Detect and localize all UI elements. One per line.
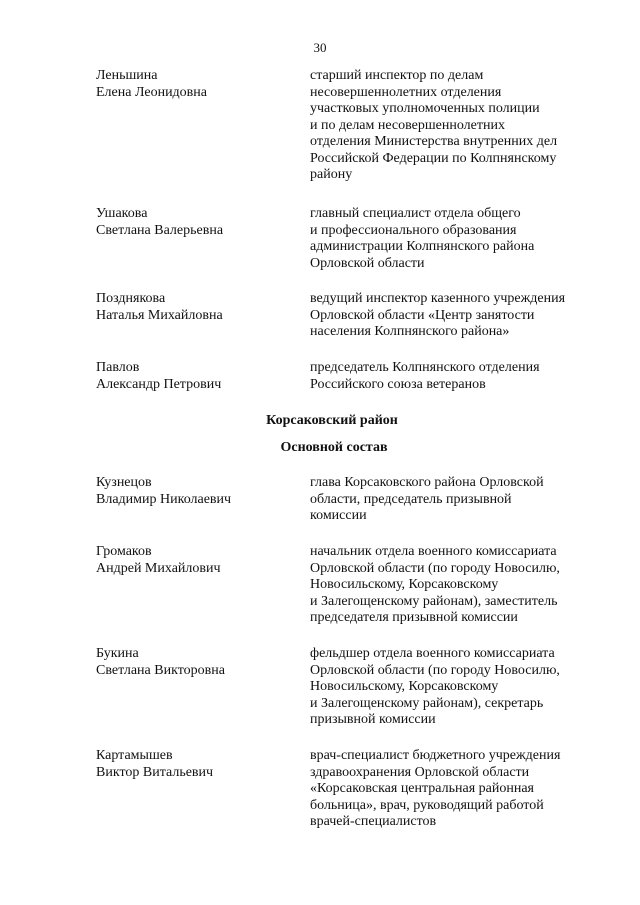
member-position: [310, 544, 600, 627]
position-line: и профессионального образования: [310, 222, 517, 238]
member-position: [310, 206, 600, 272]
member-position: [310, 748, 600, 831]
page-number: 30: [313, 40, 327, 55]
district-heading: Корсаковский район: [266, 413, 398, 428]
position-line: ведущий инспектор казенного учреждения: [310, 291, 566, 306]
position-line: несовершеннолетних отделения: [310, 84, 502, 100]
member-position: [310, 646, 600, 729]
member-surname: Ушакова: [96, 206, 148, 221]
member-surname: Букина: [96, 646, 139, 661]
position-line: врач-специалист бюджетного учреждения: [310, 748, 561, 763]
position-line: Новосильскому, Корсаковскому: [310, 679, 499, 694]
member-surname: Павлов: [96, 360, 140, 375]
position-line: району: [310, 167, 353, 182]
member-given-names: Владимир Николаевич: [96, 491, 232, 507]
position-line: врачей-специалистов: [310, 814, 437, 829]
position-line: начальник отдела военного комиссариата: [310, 544, 557, 559]
position-line: «Корсаковская центральная районная: [310, 781, 534, 796]
member-name: [96, 360, 296, 393]
member-name: [96, 206, 296, 239]
member-name: [96, 291, 296, 324]
member-position: [310, 360, 600, 393]
position-line: больница», врач, руководящий работой: [310, 797, 544, 813]
member-given-names: Наталья Михайловна: [96, 307, 223, 323]
member-name: [96, 646, 296, 679]
member-name: [96, 475, 296, 508]
member-given-names: Светлана Валерьевна: [96, 222, 224, 238]
member-name: [96, 748, 296, 781]
member-position: [310, 291, 600, 341]
member-given-names: Елена Леонидовна: [96, 84, 207, 100]
position-line: главный специалист отдела общего: [310, 206, 521, 221]
member-given-names: Светлана Викторовна: [96, 662, 225, 678]
position-line: Орловской области «Центр занятости: [310, 307, 535, 323]
member-given-names: Андрей Михайлович: [96, 560, 221, 576]
member-given-names: Александр Петрович: [96, 376, 222, 392]
position-line: Российской Федерации по Колпнянскому: [310, 150, 557, 166]
member-name: [96, 68, 296, 101]
position-line: председателя призывной комиссии: [310, 610, 518, 625]
position-line: призывной комиссии: [310, 712, 436, 727]
position-line: комиссии: [310, 508, 367, 523]
position-line: области, председатель призывной: [310, 491, 512, 507]
position-line: Орловской области: [310, 255, 425, 271]
composition-heading: Основной состав: [280, 440, 388, 455]
position-line: отделения Министерства внутренних дел: [310, 134, 558, 149]
position-line: участковых уполномоченных полиции: [310, 101, 540, 116]
position-line: старший инспектор по делам: [310, 68, 484, 83]
member-surname: Кузнецов: [96, 475, 152, 490]
position-line: администрации Колпнянского района: [310, 239, 535, 254]
position-line: Орловской области (по городу Новосилю,: [310, 560, 560, 576]
position-line: глава Корсаковского района Орловской: [310, 475, 544, 490]
position-line: Орловской области (по городу Новосилю,: [310, 662, 560, 678]
position-line: населения Колпнянского района»: [310, 324, 510, 339]
position-line: и Залегощенскому районам), заместитель: [310, 593, 558, 609]
member-position: [310, 68, 600, 184]
member-position: [310, 475, 600, 525]
member-surname: Леньшина: [96, 68, 158, 83]
member-name: [96, 544, 296, 577]
member-surname: Картамышев: [96, 748, 173, 763]
member-given-names: Виктор Витальевич: [96, 764, 214, 780]
position-line: председатель Колпнянского отделения: [310, 360, 540, 375]
position-line: Новосильскому, Корсаковскому: [310, 577, 499, 592]
position-line: здравоохранения Орловской области: [310, 764, 530, 780]
position-line: Российского союза ветеранов: [310, 376, 486, 392]
position-line: и Залегощенскому районам), секретарь: [310, 695, 544, 711]
position-line: фельдшер отдела военного комиссариата: [310, 646, 555, 661]
position-line: и по делам несовершеннолетних: [310, 117, 505, 133]
member-surname: Громаков: [96, 544, 152, 559]
member-surname: Позднякова: [96, 291, 166, 306]
